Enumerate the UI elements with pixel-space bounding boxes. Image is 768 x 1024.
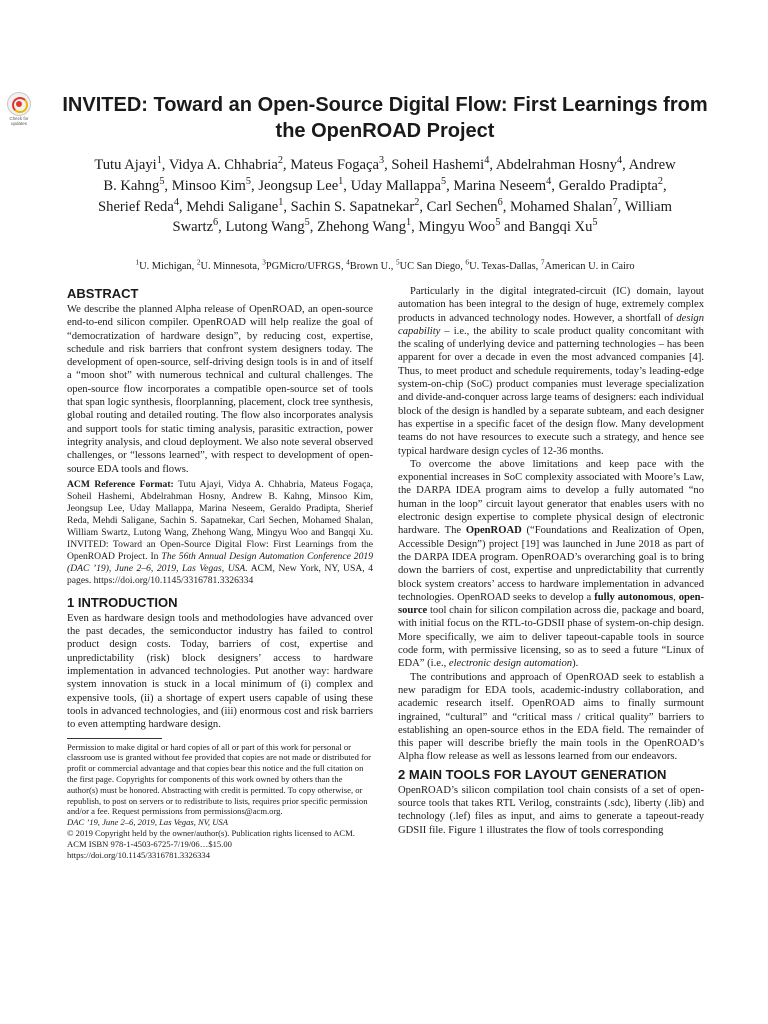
check-for-updates-icon (7, 92, 31, 116)
author-affiliation-mark: 5 (304, 217, 310, 229)
author-name: Marina Neseem$^4$ (453, 175, 552, 194)
author-list: Tutu Ajayi$^1$, Vidya A. Chhabria$^2$, Mateus Fogaça$^3$, Soheil Hashemi$^4$, Abdelrahman Hosny$^4$, Andrew B. Kahng$^5$, Minsoo Kim$^5$, Jeongsup Lee$^1$, Uday Mallappa$^5$, Marina Neseem$^4$, Geraldo Pradipta$^2$, Sherief Reda$^4$, Mehdi Saligane$^1$, Sachin S. Sapatnekar$^2$, Carl Sechen$^6$, Mohamed Shalan$^7$, William Swartz$^6$, Lutong Wang$^5$, Zhehong Wang$^1$, Mingyu Woo$^5$ and Bangqi Xu$^5$ (94, 155, 676, 236)
abstract-heading: ABSTRACT (67, 286, 139, 301)
section-1-heading: 1 INTRODUCTION (67, 594, 178, 610)
conference-name: DAC ’19, June 2–6, 2019, Las Vegas, NV, USA (67, 817, 228, 828)
author-affiliation-mark: 6 (497, 196, 503, 208)
intro-paragraph-4: The contributions and approach of OpenROAD seek to establish a new paradigm for EDA tools, academic-industry collaboration, and academic research itself. OpenROAD aims to finally surmount ingrained, “cultural” and “critical mass / critical quality” barriers to establishing an open-source ethos in the EDA field. The remainder of this paper will describe briefly the main tools in the OpenROAD’s Alpha flow release as well as lessons learned from our endeavors. (398, 671, 704, 763)
affiliation: $^6$U. Texas-Dallas (465, 258, 536, 272)
author-name: Sachin S. Sapatnekar$^2$ (290, 196, 420, 215)
author-affiliation-mark: 2 (657, 175, 663, 187)
author-name: Vidya A. Chhabria$^2$ (168, 155, 283, 173)
abstract-text: We describe the planned Alpha release of OpenROAD, an open-source end-to-end silicon compiler. OpenROAD will help realize the goal of “democratization of hardware design”, by reducing cost, expertise, schedule and risk barriers that confront system designers today. The development of open-source, self-driving design tools is in and of itself a “moon shot” with numerous technical and cultural challenges. The open-source flow incorporates a compatible open-source set of tools that span logic synthesis, floorplanning, placement, clock tree synthesis, global routing and detailed routing. The flow also incorporates analysis and support tools for static timing analysis, parasitic extraction, power integrity analysis, and cloud deployment. We also note several observed challenges, or “lessons learned”, with respect to development of open-source EDA tools and flows. (67, 304, 373, 475)
author-name: Abdelrahman Hosny$^4$ (495, 155, 623, 173)
section-2-heading: 2 MAIN TOOLS FOR LAYOUT GENERATION (398, 766, 667, 782)
intro-paragraph: Even as hardware design tools and methodologies have advanced over the past decades, the semiconductor industry has failed to control product design costs. Today, barriers of cost, expertise and unpredictability (risk) block designers’ access to hardware implementation in advanced technologies. Put another way: hardware system innovation is stuck in a local minimum of (i) complex and expensive tools, (ii) a shortage of expert users capable of using these tools in advanced technologies, and (iii) enormous cost and risk barriers to even attempting hardware design. (67, 612, 373, 731)
affiliation: $^7$American U. in Cairo (540, 258, 635, 272)
author-name: Sherief Reda$^4$ (98, 196, 179, 215)
author-affiliation-mark: 3 (378, 155, 385, 167)
acm-reference (67, 479, 373, 587)
author-name: Uday Mallappa$^5$ (350, 175, 447, 194)
author-name: Carl Sechen$^6$ (426, 196, 503, 215)
author-name: William Swartz$^6$ (172, 198, 672, 236)
author-affiliation-mark: 5 (245, 175, 252, 187)
affiliation: $^1$U. Michigan (135, 258, 192, 272)
copyright-line: © 2019 Copyright held by the owner/author(s). Publication rights licensed to ACM. (67, 827, 355, 838)
author-affiliation-mark: 1 (406, 217, 412, 229)
check-for-updates-badge[interactable] (5, 92, 33, 128)
affiliation: $^5$UC San Diego (395, 258, 461, 272)
author-affiliation-mark: 1 (338, 175, 344, 187)
author-name: Mehdi Saligane$^1$ (186, 196, 284, 215)
author-name: Mateus Fogaça$^3$ (290, 155, 385, 173)
author-affiliation-mark: 2 (277, 155, 283, 167)
intro-paragraph-3: To overcome the above limitations and keep pace with the exponential increases in SoC complexity associated with Moore’s Law, the DARPA IDEA program aims to develop a fully automated “no human in the loop” circuit layout generator that enables users with no electronic design expertise to complete physical design of electronic hardware. The OpenROAD (“Foundations and Realization of Open, Accessible Design”) project [19] was launched in June 2018 as part of the DARPA IDEA program. OpenROAD’s overarching goal is to bring down the barriers of cost, expertise and unpredictability that currently block system creators’ access to hardware implementation in advanced technologies. OpenROAD seeks to develop a fully autonomous, open-source tool chain for silicon compilation across die, package and board, with initial focus on the RTL-to-GDSII phase of system-on-chip design. More specifically, we aim to deliver tapeout-capable tools in source code form, with permissive licensing, so as to seed a future “Linux of EDA” (i.e., electronic design automation). (398, 458, 705, 670)
affiliation: $^2$U. Minnesota (196, 258, 258, 272)
right-column (398, 285, 704, 837)
affiliation: $^3$PGMicro/UFRGS (262, 258, 341, 272)
author-name: Andrew B. Kahng$^5$ (103, 157, 676, 194)
paper-title: INVITED: Toward an Open-Source Digital Flow: First Learnings from the OpenROAD Project (62, 94, 708, 142)
author-affiliation-mark: 7 (612, 196, 618, 208)
author-affiliation-mark: 1 (278, 196, 284, 208)
author-affiliation-mark: 5 (159, 175, 165, 187)
author-affiliation-mark: 1 (156, 155, 162, 167)
author-affiliation-mark: 4 (484, 155, 490, 167)
author-affiliation-mark: 4 (546, 175, 552, 187)
author-name: Geraldo Pradipta$^2$ (558, 175, 663, 194)
acm-reference-label: ACM Reference Format: (67, 478, 174, 490)
permission-notice: Permission to make digital or hard copies of all or part of this work for personal or classroom use is granted without fee provided that copies are not made or distributed for profit or commercial advantage and that copies bear this notice and the full citation on the first page. Copyrights for components of this work owned by others than the author(s) must be honored. Abstracting with credit is permitted. To copy otherwise, or republish, to post on servers or to redistribute to lists, requires prior specific permission and/or a fee. Request permissions from permissions@acm.org. (67, 741, 372, 817)
author-affiliation-mark: 2 (414, 196, 420, 208)
footnote-divider (67, 738, 162, 739)
intro-paragraph-2: Particularly in the digital integrated-circuit (IC) domain, layout automation has been integral to the design of huge, extremely complex products in advanced technology nodes. However, a shortfall of design capability – i.e., the ability to scale product quality concomitant with the scaling of underlying device and patterning technologies – has been apparent for over a decade in even the most advanced companies [4]. Thus, to meet product and schedule requirements, today’s leading-edge system-on-chip (SoC) product companies must leverage specialization and divide-and-conquer across large teams of designers: each individual block of the design is handled by a separate subteam, and each designer has expertise in a specific facet of the design flow. Many development teams do not have resources to execute such a strategy, and hence see typical hardware design cycles of 12-36 months. (398, 286, 704, 457)
author-name: Lutong Wang$^5$ (225, 217, 310, 236)
acm-reference-text: Tutu Ajayi, Vidya A. Chhabria, Mateus Fogaça, Soheil Hashemi, Abdelrahman Hosny, Andrew B. Kahng, Minsoo Kim, Jeongsup Lee, Uday Mallappa, Marina Neseem, Geraldo Pradipta, Sherief Reda, Mehdi Saligane, Sachin S. Sapatnekar, Carl Sechen, Mohamed Shalan, William Swartz, Lutong Wang, Zhehong Wang, Mingyu Woo and Bangqi Xu. INVITED: Toward an Open-Source Digital Flow: First Learnings from the OpenROAD Project. In (67, 478, 373, 562)
author-affiliation-mark: 5 (592, 217, 598, 229)
conference-line (67, 817, 373, 828)
author-affiliation-mark: 5 (495, 217, 501, 229)
section-2-paragraph: OpenROAD’s silicon compilation tool chain consists of a set of open-source tools that takes RTL Verilog, constraints (.sdc), liberty (.lib) and technology (.lef) files as input, and aims to generate a tapeout-ready GDSII file. Figure 1 illustrates the flow of tools corresponding (398, 784, 704, 836)
author-name: Jeongsup Lee$^1$ (258, 175, 344, 194)
author-name: Soheil Hashemi$^4$ (391, 155, 490, 173)
acm-reference-doi: ACM, New York, NY, USA, 4 pages. https://doi.org/10.1145/3316781.3326334 (67, 562, 373, 586)
author-name: Mohamed Shalan$^7$ (510, 196, 618, 215)
author-name: Minsoo Kim$^5$ (171, 175, 252, 194)
affiliation-list: $^1$U. Michigan, $^2$U. Minnesota, $^3$PGMicro/UFRGS, $^4$Brown U., $^5$UC San Diego, $^6$U. Texas-Dallas, $^7$American U. in Cairo (135, 258, 635, 272)
author-affiliation-mark: 4 (617, 155, 623, 167)
doi-link[interactable]: https://doi.org/10.1145/3316781.3326334 (67, 849, 210, 860)
acm-reference-venue: The 56th Annual Design Automation Conference 2019 (DAC ’19), June 2–6, 2019, Las Vegas, USA. (67, 550, 373, 574)
check-for-updates-label: Check for updates (9, 116, 29, 126)
author-affiliation-mark: 6 (213, 217, 219, 229)
isbn-line: ACM ISBN 978-1-4503-6725-7/19/06…$15.00 (67, 838, 232, 849)
author-name: Bangqi Xu$^5$ (528, 217, 598, 236)
author-name: Tutu Ajayi$^1$ (94, 155, 162, 173)
left-column (67, 285, 373, 860)
author-affiliation-mark: 4 (173, 196, 179, 208)
author-affiliation-mark: 5 (440, 175, 447, 187)
affiliation: $^4$Brown U. (346, 258, 391, 272)
author-name: Mingyu Woo$^5$ (418, 217, 501, 236)
author-name: Zhehong Wang$^1$ (317, 217, 412, 236)
